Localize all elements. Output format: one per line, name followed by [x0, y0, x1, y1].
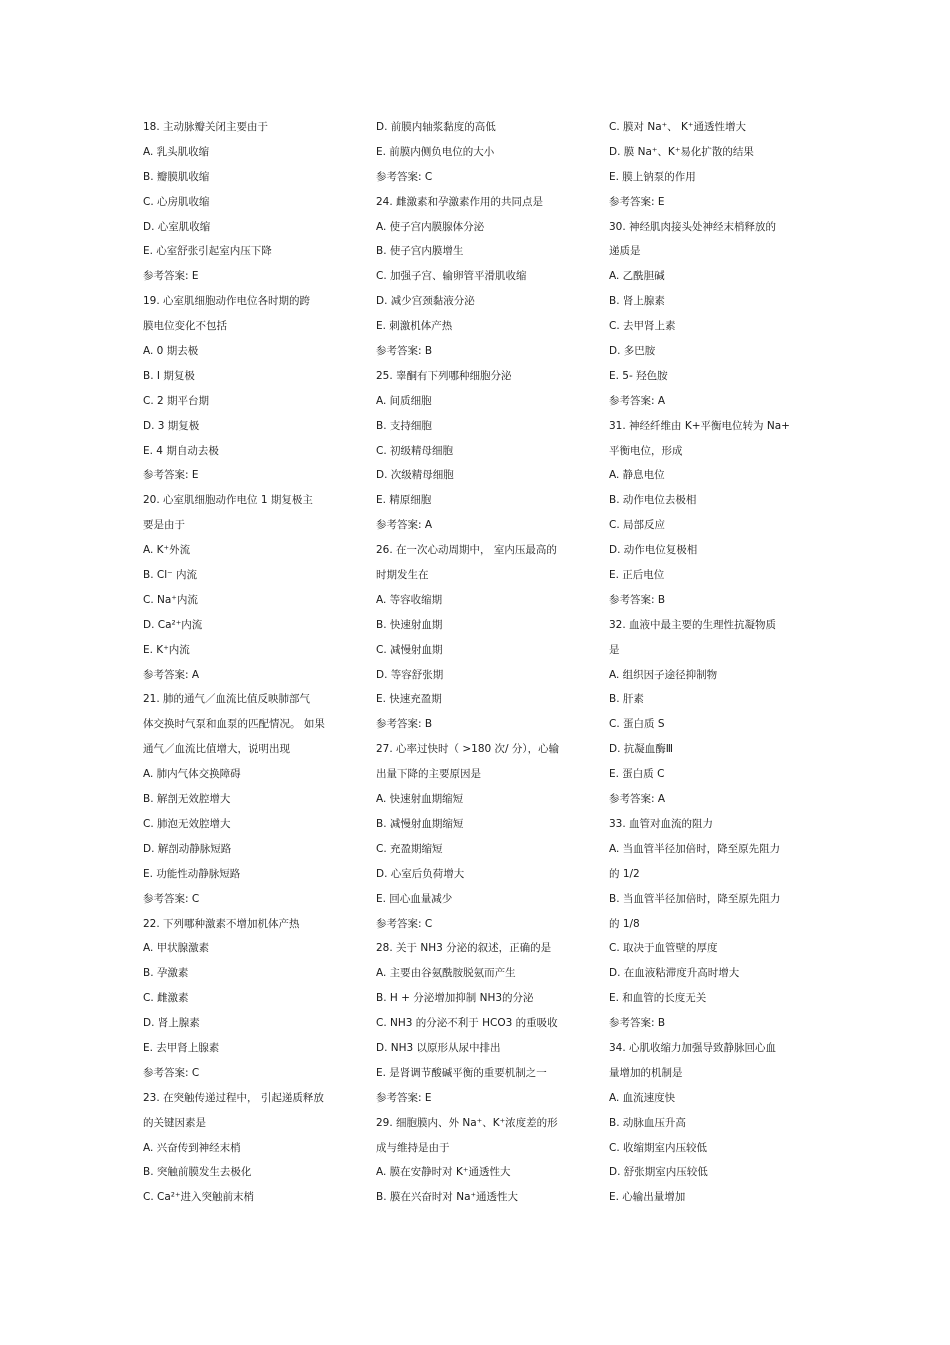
text-line: B. 解剖无效腔增大 — [143, 793, 231, 806]
text-line: 参考答案: B — [376, 718, 433, 731]
text-line: E. 回心血量减少 — [376, 892, 453, 905]
text-line: D. 抗凝血酶Ⅲ — [609, 743, 673, 756]
text-line: 23. 在突触传递过程中， 引起递质释放 — [143, 1091, 324, 1104]
text-line: 膜电位变化不包括 — [143, 320, 227, 333]
text-line: E. K⁺内流 — [143, 643, 190, 656]
text-line: 21. 肺的通气／血流比值反映肺部气 — [143, 693, 311, 706]
text-line: D. 心室肌收缩 — [143, 220, 211, 233]
text-line: A. 等容收缩期 — [376, 593, 443, 606]
text-line: 20. 心室肌细胞动作电位 1 期复极主 — [143, 494, 313, 507]
text-line: E. 膜上钠泵的作用 — [609, 170, 696, 183]
text-line: A. 肺内气体交换障碍 — [143, 768, 241, 781]
text-line: D. 肾上腺素 — [143, 1017, 200, 1030]
text-line: A. 主要由谷氨酰胺脱氨而产生 — [376, 967, 516, 980]
text-line: C. 减慢射血期 — [376, 643, 443, 656]
text-line: C. Na⁺内流 — [143, 593, 198, 606]
text-line: 25. 睾酮有下列哪种细胞分泌 — [376, 369, 512, 382]
text-line: D. 减少宫颈黏液分泌 — [376, 295, 475, 308]
text-line: D. 动作电位复极相 — [609, 544, 698, 557]
text-line: 参考答案: E — [143, 270, 199, 283]
text-line: E. 去甲肾上腺素 — [143, 1041, 220, 1054]
text-line: B. 当血管半径加倍时，降至原先阻力 — [609, 892, 781, 905]
text-line: 参考答案: C — [143, 1066, 200, 1079]
text-line: E. 功能性动静脉短路 — [143, 867, 241, 880]
text-line: 31. 神经纤维由 K+平衡电位转为 Na+ — [609, 419, 790, 432]
text-line: E. 心室舒张引起室内压下降 — [143, 245, 272, 258]
text-line: E. 前膜内侧负电位的大小 — [376, 145, 495, 158]
text-line: 体交换时气泵和血泵的匹配情况。 如果 — [143, 718, 325, 731]
text-line: B. 动作电位去极相 — [609, 494, 697, 507]
text-line: 的 1/8 — [609, 917, 640, 930]
text-line: 参考答案: A — [609, 394, 666, 407]
text-line: 参考答案: C — [376, 917, 433, 930]
column-2 — [376, 118, 601, 1213]
text-line: 的关键因素是 — [143, 1116, 206, 1129]
text-line: 通气／血流比值增大，说明出现 — [143, 743, 290, 756]
text-line: E. 心输出量增加 — [609, 1191, 686, 1204]
text-line: 19. 心室肌细胞动作电位各时期的跨 — [143, 295, 311, 308]
text-line: D. Ca²⁺内流 — [143, 618, 203, 631]
text-line: A. 膜在安静时对 K⁺通透性大 — [376, 1166, 511, 1179]
text-line: A. 乙酰胆碱 — [609, 270, 665, 283]
text-line: 成与维持是由于 — [376, 1141, 450, 1154]
text-line: A. 组织因子途径抑制物 — [609, 668, 718, 681]
text-line: E. 快速充盈期 — [376, 693, 442, 706]
text-line: B. 孕激素 — [143, 967, 189, 980]
text-line: B. 肾上腺素 — [609, 295, 665, 308]
text-line: 要是由于 — [143, 519, 185, 532]
text-line: 18. 主动脉瓣关闭主要由于 — [143, 121, 269, 133]
text-line: E. 蛋白质 C — [609, 768, 665, 781]
text-line: E. 4 期自动去极 — [143, 444, 219, 457]
text-line: D. 多巴胺 — [609, 345, 656, 358]
text-line: B. 使子宫内膜增生 — [376, 245, 464, 258]
text-line: B. 减慢射血期缩短 — [376, 817, 464, 830]
text-line: C. 局部反应 — [609, 519, 666, 532]
text-line: C. 肺泡无效腔增大 — [143, 817, 231, 830]
text-line: 28. 关于 NH3 分泌的叙述，正确的是 — [376, 942, 552, 955]
text-line: D. 膜 Na⁺、K⁺易化扩散的结果 — [609, 145, 754, 158]
text-line: D. 等容舒张期 — [376, 668, 444, 681]
text-line: B. 快速射血期 — [376, 618, 443, 631]
text-line: C. 膜对 Na⁺、 K⁺通透性增大 — [609, 121, 746, 133]
text-line: C. 充盈期缩短 — [376, 842, 443, 855]
text-line: A. 静息电位 — [609, 469, 665, 482]
text-line: B. 动脉血压升高 — [609, 1116, 686, 1129]
text-line: 参考答案: C — [376, 170, 433, 183]
text-line: 参考答案: A — [376, 519, 433, 532]
text-line: 30. 神经肌肉接头处神经末梢释放的 — [609, 220, 777, 233]
text-line: E. 和血管的长度无关 — [609, 992, 707, 1005]
text-line: C. 2 期平台期 — [143, 394, 210, 407]
text-line: C. 雌激素 — [143, 992, 189, 1005]
text-line: 26. 在一次心动周期中， 室内压最高的 — [376, 544, 557, 557]
text-line: C. NH3 的分泌不利于 HCO3 的重吸收 — [376, 1017, 558, 1030]
text-line: 是 — [609, 643, 620, 656]
text-line: 参考答案: E — [609, 195, 665, 208]
text-line: E. 正后电位 — [609, 569, 665, 582]
text-line: E. 精原细胞 — [376, 494, 432, 507]
text-line: C. Ca²⁺进入突触前末梢 — [143, 1191, 255, 1204]
text-line: D. 心室后负荷增大 — [376, 867, 465, 880]
text-line: 出量下降的主要原因是 — [376, 768, 481, 781]
text-line: A. 甲状腺激素 — [143, 942, 210, 955]
text-line: D. NH3 以原形从尿中排出 — [376, 1041, 501, 1054]
text-line: D. 次级精母细胞 — [376, 469, 454, 482]
text-line: A. 快速射血期缩短 — [376, 793, 464, 806]
text-line: E. 5- 羟色胺 — [609, 369, 668, 382]
text-line: 33. 血管对血流的阻力 — [609, 817, 714, 830]
text-line: 22. 下列哪种激素不增加机体产热 — [143, 917, 300, 930]
text-line: A. 当血管半径加倍时，降至原先阻力 — [609, 842, 781, 855]
text-line: D. 3 期复极 — [143, 419, 200, 432]
text-line: 29. 细胞膜内、外 Na⁺、K⁺浓度差的形 — [376, 1116, 558, 1129]
text-line: D. 在血液粘滞度升高时增大 — [609, 967, 740, 980]
text-line: A. 乳头肌收缩 — [143, 145, 210, 158]
text-line: 平衡电位，形成 — [609, 444, 683, 457]
text-line: 参考答案: C — [143, 892, 200, 905]
text-line: 时期发生在 — [376, 569, 429, 582]
text-line: B. 支持细胞 — [376, 419, 432, 432]
text-line: 递质是 — [609, 245, 641, 258]
text-line: 参考答案: E — [376, 1091, 432, 1104]
text-line: B. Ⅰ 期复极 — [143, 369, 195, 382]
text-line: A. 间质细胞 — [376, 394, 432, 407]
text-line: 24. 雌激素和孕激素作用的共同点是 — [376, 195, 544, 208]
text-line: B. H + 分泌增加抑制 NH3的分泌 — [376, 992, 534, 1005]
text-line: C. 心房肌收缩 — [143, 195, 210, 208]
text-line: 34. 心肌收缩力加强导致静脉回心血 — [609, 1041, 777, 1054]
text-line: A. K⁺外流 — [143, 544, 191, 557]
text-line: B. 肝素 — [609, 693, 644, 706]
text-line: E. 刺激机体产热 — [376, 320, 453, 333]
text-line: C. 取决于血管壁的厚度 — [609, 942, 718, 955]
text-line: B. Cl⁻ 内流 — [143, 569, 198, 582]
text-line: D. 前膜内轴浆黏度的高低 — [376, 121, 496, 133]
text-line: 的 1/2 — [609, 867, 640, 880]
text-line: 参考答案: A — [143, 668, 200, 681]
text-line: 参考答案: B — [609, 1017, 666, 1030]
text-line: A. 0 期去极 — [143, 345, 199, 358]
text-line: A. 使子宫内膜腺体分泌 — [376, 220, 485, 233]
text-line: D. 舒张期室内压较低 — [609, 1166, 708, 1179]
text-line: 32. 血液中最主要的生理性抗凝物质 — [609, 618, 777, 631]
text-line: B. 瓣膜肌收缩 — [143, 170, 210, 183]
text-line: 参考答案: E — [143, 469, 199, 482]
text-line: 量增加的机制是 — [609, 1066, 683, 1079]
text-line: B. 突触前膜发生去极化 — [143, 1166, 252, 1179]
text-line: B. 膜在兴奋时对 Na⁺通透性大 — [376, 1191, 519, 1204]
text-line: C. 初级精母细胞 — [376, 444, 454, 457]
text-line: 参考答案: A — [609, 793, 666, 806]
text-line: E. 是肾调节酸碱平衡的重要机制之一 — [376, 1066, 547, 1079]
text-line: 参考答案: B — [609, 593, 666, 606]
column-3 — [609, 118, 834, 1213]
column-1 — [143, 118, 368, 1213]
text-line: C. 蛋白质 S — [609, 718, 665, 731]
text-line: A. 血流速度快 — [609, 1091, 676, 1104]
text-line: 27. 心率过快时（ >180 次/ 分），心输 — [376, 743, 560, 756]
text-line: A. 兴奋传到神经末梢 — [143, 1141, 241, 1154]
text-line: C. 收缩期室内压较低 — [609, 1141, 708, 1154]
text-line: C. 加强子宫、输卵管平滑肌收缩 — [376, 270, 527, 283]
text-line: 参考答案: B — [376, 345, 433, 358]
text-line: D. 解剖动静脉短路 — [143, 842, 232, 855]
text-line: C. 去甲肾上素 — [609, 320, 676, 333]
